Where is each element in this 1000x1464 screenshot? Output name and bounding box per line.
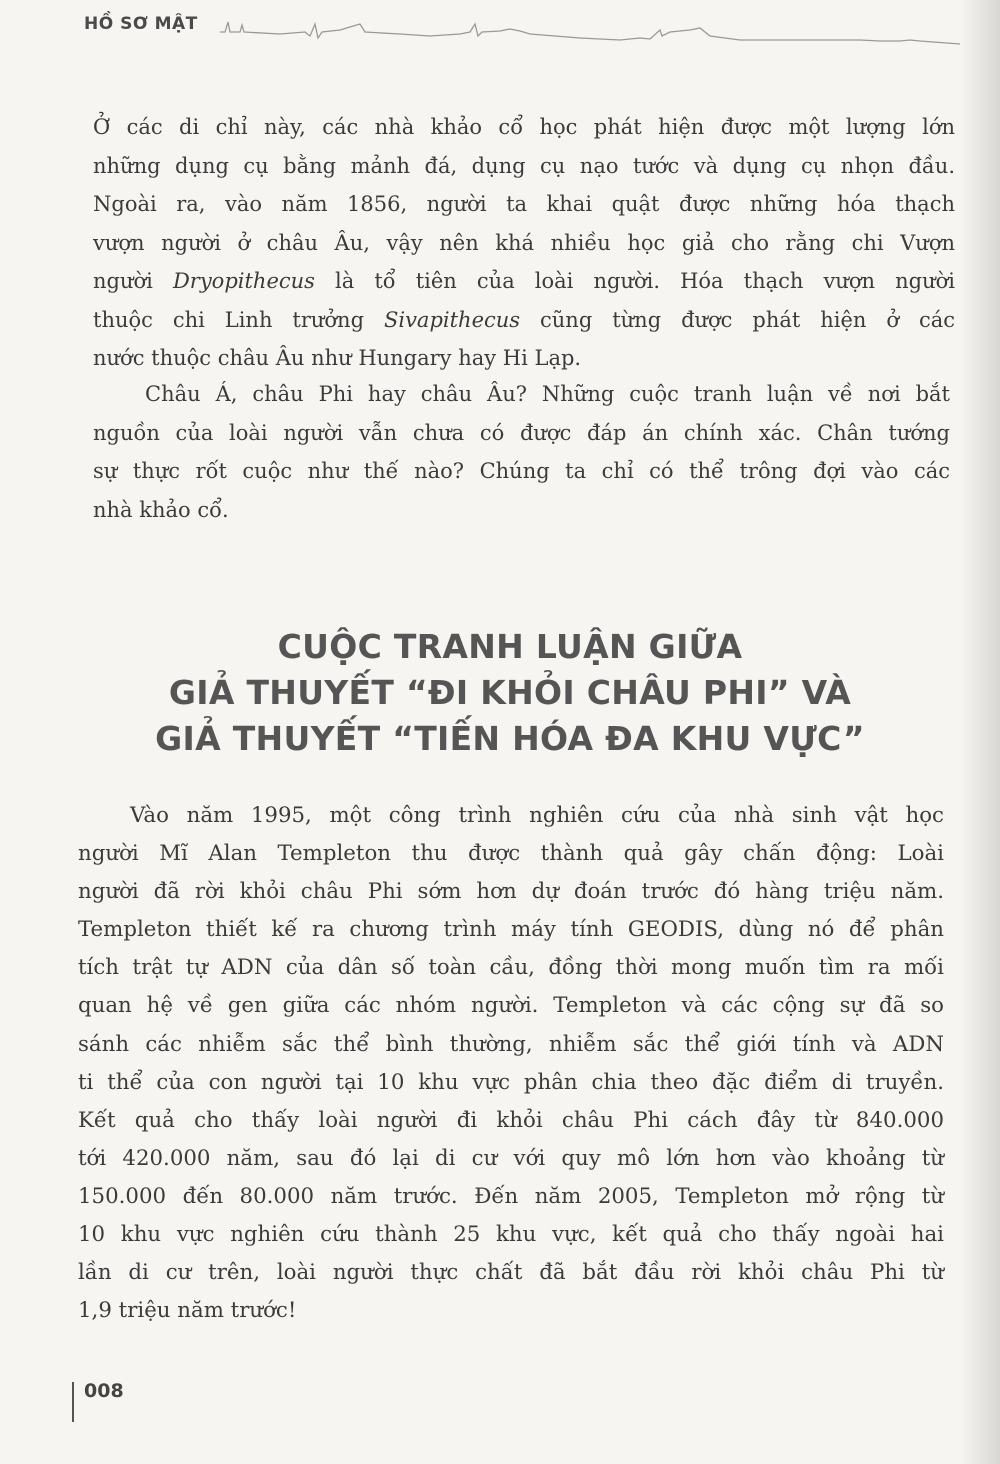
text-line: ti thể của con người tại 10 khu vực phân chia theo đặc điểm di truyền. <box>78 1069 944 1095</box>
heading-line: GIẢ THUYẾT “ĐI KHỎI CHÂU PHI” VÀ <box>168 673 852 712</box>
text-line: Ở các di chỉ này, các nhà khảo cổ học phát hiện được một lượng lớn <box>93 115 955 139</box>
page-number-rule <box>72 1382 74 1422</box>
text-line: sự thực rốt cuộc như thế nào? Chúng ta chỉ có thể trông đợi vào các <box>93 459 950 483</box>
heading-line: GIẢ THUYẾT “TIẾN HÓA ĐA KHU VỰC” <box>155 719 865 758</box>
text-segment: là tổ tiên của loài người. Hóa thạch vượn người <box>314 269 955 293</box>
page-number: 008 <box>84 1380 124 1402</box>
text-line: 1,9 triệu năm trước! <box>78 1298 297 1324</box>
heading-line: CUỘC TRANH LUẬN GIỮA <box>277 627 743 666</box>
text-line: 150.000 đến 80.000 năm trước. Đến năm 2005, Templeton mở rộng từ <box>78 1183 944 1209</box>
text-segment: người <box>93 269 173 293</box>
text-line: 10 khu vực nghiên cứu thành 25 khu vực, kết quả cho thấy ngoài hai <box>78 1222 944 1248</box>
text-line: Templeton thiết kế ra chương trình máy tính GEODIS, dùng nó để phân <box>78 917 944 943</box>
paragraph-2 <box>93 375 950 529</box>
text-line: Kết quả cho thấy loài người đi khỏi châu Phi cách đây từ 840.000 <box>78 1107 944 1133</box>
italic-term: Sivapithecus <box>383 307 521 332</box>
text-line: nhà khảo cổ. <box>93 497 229 522</box>
text-line: sánh các nhiễm sắc thể bình thường, nhiễm sắc thể giới tính và ADN <box>78 1031 944 1057</box>
italic-term: Dryopithecus <box>172 269 315 293</box>
text-line: nguồn của loài người vẫn chưa có được đáp án chính xác. Chân tướng <box>93 420 950 445</box>
page-edge-shadow <box>960 0 1000 1464</box>
text-segment: thuộc chi Linh trưởng <box>93 307 384 332</box>
text-line: tới 420.000 năm, sau đó lại di cư với quy mô lớn hơn vào khoảng từ <box>78 1145 944 1171</box>
text-line <box>93 301 955 340</box>
text-line: Châu Á, châu Phi hay châu Âu? Những cuộc tranh luận về nơi bắt <box>145 382 950 406</box>
text-line: quan hệ về gen giữa các nhóm người. Templeton và các cộng sự đã so <box>78 993 944 1019</box>
text-line: Vào năm 1995, một công trình nghiên cứu của nhà sinh vật học <box>130 803 944 828</box>
text-segment: cũng từng được phát hiện ở các <box>520 307 955 332</box>
text-line: nước thuộc châu Âu như Hungary hay Hi Lạp. <box>93 346 582 370</box>
text-line: vượn người ở châu Âu, vậy nên khá nhiều học giả cho rằng chi Vượn <box>93 230 955 255</box>
paragraph-1 <box>93 108 955 378</box>
text-line: những dụng cụ bằng mảnh đá, dụng cụ nạo tước và dụng cụ nhọn đầu. <box>93 153 955 178</box>
text-line <box>93 262 955 301</box>
section-heading <box>100 624 920 762</box>
text-line: người Mĩ Alan Templeton thu được thành quả gây chấn động: Loài <box>78 841 944 867</box>
ecg-line-decoration <box>220 10 960 60</box>
text-line: lần di cư trên, loài người thực chất đã bắt đầu rời khỏi châu Phi từ <box>78 1260 944 1286</box>
text-line: Ngoài ra, vào năm 1856, người ta khai quật được những hóa thạch <box>93 192 955 216</box>
text-line: tích trật tự ADN của dân số toàn cầu, đồng thời mong muốn tìm ra mối <box>78 955 944 981</box>
paragraph-3 <box>78 797 944 1330</box>
text-line: người đã rời khỏi châu Phi sớm hơn dự đoán trước đó hàng triệu năm. <box>78 879 944 905</box>
running-header-title: HỒ SƠ MẬT <box>84 14 198 34</box>
